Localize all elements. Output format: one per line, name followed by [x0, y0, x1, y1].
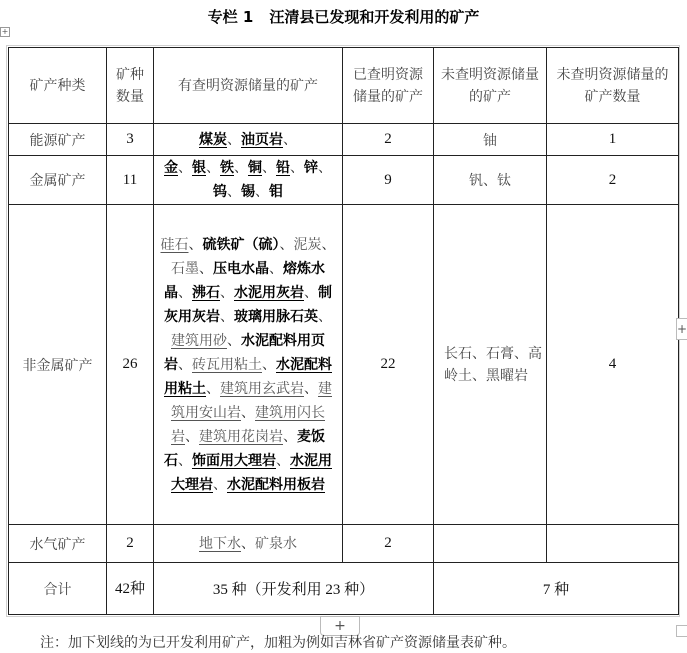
separator: 、 [290, 160, 304, 176]
footnote: 注：加下划线的为已开发利用矿产，加粗为例如吉林省矿产资源储量表矿种。 [40, 635, 516, 651]
separator: 、 [269, 260, 283, 277]
total-unfound: 7 种 [434, 563, 679, 615]
mineral-name: 煤炭 [199, 131, 227, 148]
mineral-name: 石墨 [171, 260, 199, 277]
total-row [9, 563, 679, 615]
minerals-cell [154, 156, 343, 205]
title-text: 汪清县已发现和开发利用的矿产 [269, 8, 480, 26]
separator: 、 [304, 380, 318, 397]
mineral-name: 麦饭石 [164, 428, 325, 469]
mineral-name: 泥炭 [293, 236, 322, 253]
header-count: 矿种数量 [107, 48, 154, 124]
separator: 、 [206, 380, 220, 397]
unfound-cell: 长石、石膏、高岭土、黑曜岩 [434, 205, 547, 525]
mineral-name: 油页岩 [241, 131, 283, 148]
unfound-cell: 铀 [434, 124, 547, 156]
mineral-name: 水泥用灰岩 [234, 284, 304, 301]
separator: 、 [262, 160, 276, 176]
table-row [9, 156, 679, 205]
mineral-name: 硫铁矿（硫） [202, 236, 280, 253]
mineral-name: 建筑用闪长岩 [171, 404, 325, 445]
mineral-name: 压电水晶 [213, 260, 269, 277]
separator: 、 [241, 535, 255, 552]
separator: 、 [178, 356, 192, 373]
mineral-name: 锡 [241, 184, 255, 200]
mineral-name: 锌 [304, 160, 318, 176]
category-cell: 非金属矿产 [9, 205, 107, 525]
separator: 、 [276, 452, 290, 469]
mineral-name: 地下水 [199, 535, 241, 552]
separator: 、 [227, 332, 241, 349]
found-count-cell: 2 [343, 124, 434, 156]
mineral-name: 铁 [220, 160, 234, 176]
count-cell: 2 [107, 525, 154, 563]
separator: 、 [321, 236, 336, 253]
table-row [9, 124, 679, 156]
separator: 、 [234, 160, 248, 176]
mineral-name: 水泥用大理岩 [171, 452, 332, 493]
separator: 、 [178, 160, 192, 176]
header-found-count: 已查明资源储量的矿产 [343, 48, 434, 124]
separator: 、 [241, 404, 255, 421]
count-cell: 26 [107, 205, 154, 525]
mineral-name: 建筑用玄武岩 [220, 380, 304, 397]
separator: 、 [318, 160, 332, 176]
mineral-name: 熔炼水晶 [164, 260, 325, 301]
separator: 、 [213, 476, 227, 493]
count-cell: 11 [107, 156, 154, 205]
separator: 、 [188, 236, 203, 253]
total-found: 35 种（开发利用 23 种） [154, 563, 434, 615]
separator: 、 [206, 160, 220, 176]
mineral-name: 建筑用花岗岩 [199, 428, 283, 445]
mineral-name: 硅石 [160, 236, 189, 253]
category-cell: 水气矿产 [9, 525, 107, 563]
mineral-name: 水泥配料用粘土 [164, 356, 332, 397]
mineral-name: 建筑用砂 [171, 332, 227, 349]
header-unfound-count: 未查明资源储量的矿产数量 [547, 48, 679, 124]
minerals-cell [154, 525, 343, 563]
header-row [9, 48, 679, 124]
mineral-name: 饰面用大理岩 [192, 452, 276, 469]
unfound-cell: 钒、钛 [434, 156, 547, 205]
table-row [9, 205, 679, 525]
mineral-name: 钨 [213, 184, 227, 200]
unfound-count-cell: 2 [547, 156, 679, 205]
found-count-cell: 9 [343, 156, 434, 205]
mineral-name: 铜 [248, 160, 262, 176]
mineral-name: 水泥配料用页岩 [164, 332, 325, 373]
separator: 、 [227, 184, 241, 200]
unfound-count-cell [547, 525, 679, 563]
separator: 、 [304, 284, 318, 301]
separator: 、 [227, 131, 241, 148]
unfound-count-cell: 1 [547, 124, 679, 156]
mineral-name: 钼 [269, 184, 283, 200]
title-label: 专栏 1 [207, 8, 254, 26]
mineral-name: 银 [192, 160, 206, 176]
total-label: 合计 [9, 563, 107, 615]
mineral-name: 金 [164, 160, 178, 176]
unfound-cell [434, 525, 547, 563]
total-count: 42种 [107, 563, 154, 615]
minerals-cell [154, 124, 343, 156]
separator: 、 [255, 184, 269, 200]
separator: 、 [283, 131, 297, 148]
separator: 、 [178, 452, 192, 469]
mineral-name: 建筑用安山岩 [171, 380, 332, 421]
separator: 、 [220, 308, 234, 325]
separator: 、 [318, 308, 332, 325]
mineral-name: 制灰用灰岩 [164, 284, 332, 325]
mineral-name: 玻璃用脉石英 [234, 308, 318, 325]
mineral-name: 砖瓦用粘土 [192, 356, 262, 373]
minerals-table [8, 47, 679, 615]
separator: 、 [262, 356, 276, 373]
resize-handle[interactable] [676, 625, 687, 637]
page-title [0, 6, 687, 27]
mineral-name: 矿泉水 [255, 535, 297, 552]
add-row-button[interactable]: + [320, 616, 360, 636]
separator: 、 [178, 284, 192, 301]
separator: 、 [199, 260, 213, 277]
category-cell: 能源矿产 [9, 124, 107, 156]
table-move-handle[interactable]: + [1, 27, 9, 36]
separator: 、 [220, 284, 234, 301]
add-column-button[interactable]: + [676, 318, 687, 340]
table-row [9, 525, 679, 563]
minerals-cell [154, 205, 343, 525]
header-unfound-minerals: 未查明资源储量的矿产 [434, 48, 547, 124]
unfound-count-cell: 4 [547, 205, 679, 525]
count-cell: 3 [107, 124, 154, 156]
found-count-cell: 22 [343, 205, 434, 525]
found-count-cell: 2 [343, 525, 434, 563]
separator: 、 [279, 236, 294, 253]
header-category: 矿产种类 [9, 48, 107, 124]
category-cell: 金属矿产 [9, 156, 107, 205]
mineral-name: 沸石 [192, 284, 220, 301]
mineral-name: 铅 [276, 160, 290, 176]
separator: 、 [283, 428, 297, 445]
mineral-name: 水泥配料用板岩 [227, 476, 325, 493]
separator: 、 [185, 428, 199, 445]
header-found-minerals: 有查明资源储量的矿产 [154, 48, 343, 124]
